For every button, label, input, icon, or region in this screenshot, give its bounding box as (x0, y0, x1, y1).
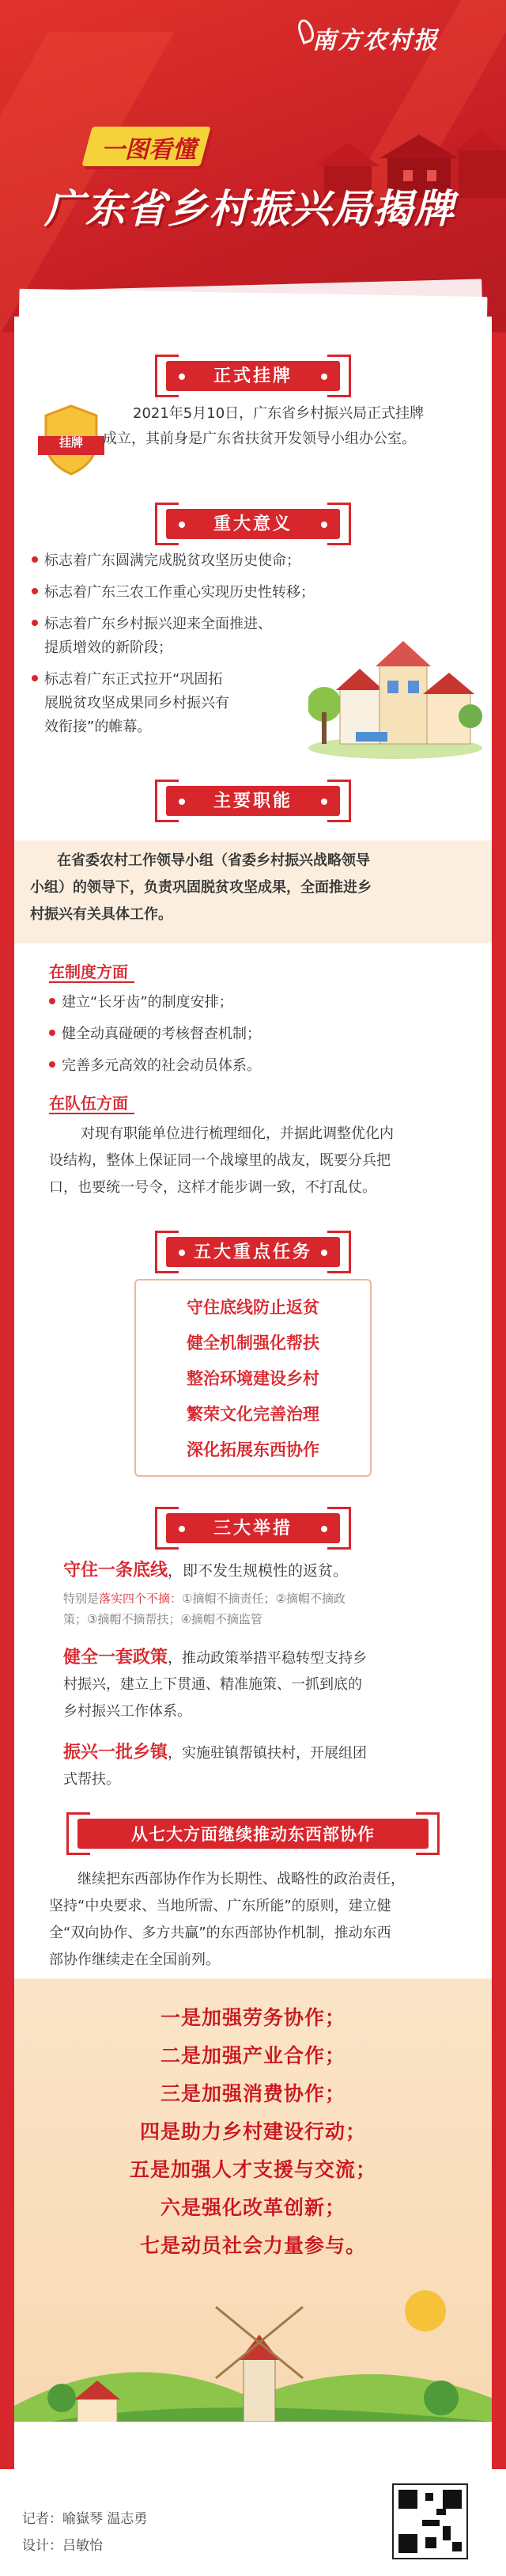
list-item: 标志着广东乡村振兴迎来全面推进、 (32, 613, 272, 635)
section-heading-measures: 三大举措 (166, 1507, 340, 1548)
cooperation-intro-line: 部协作继续走在全国前列。 (49, 1952, 220, 1968)
village-illustration-icon (308, 617, 482, 760)
measure-3-line: 式帮扶。 (63, 1771, 120, 1788)
list-item: 标志着广东三农工作重心实现历史性转移； (32, 582, 315, 604)
tag-label: 一图看懂 (101, 136, 196, 164)
task-item: 健全机制强化帮扶 (187, 1334, 319, 1352)
team-text-line: 口，也要统一号令，这样才能步调一致，不打乱仗。 (49, 1179, 376, 1196)
list-item-continued: 效衔接”的帷幕。 (44, 719, 152, 735)
section-heading-official: 正式挂牌 (166, 355, 340, 396)
subsection-underline (49, 1113, 134, 1114)
subsection-title-team: 在队伍方面 (49, 1094, 128, 1113)
cooperation-item: 三是加强消费协作； (160, 2082, 346, 2105)
measure-2: 健全一套政策，推动政策举措平稳转型支持乡 (63, 1648, 368, 1667)
cooperation-item: 五是加强人才支援与交流； (129, 2158, 376, 2181)
task-item: 繁荣文化完善治理 (187, 1405, 319, 1424)
cooperation-item: 一是加强劳务协作； (160, 2006, 346, 2029)
measure-1-note-line: 策；③摘帽不摘帮扶；④摘帽不摘监管 (63, 1612, 262, 1626)
section1-text-line: 成立，其前身是广东省扶贫开发领导小组办公室。 (103, 431, 416, 447)
list-item: 标志着广东圆满完成脱贫攻坚历史使命； (32, 550, 300, 572)
task-item: 守住底线防止返贫 (187, 1298, 319, 1317)
functions-intro-line: 在省委农村工作领导小组（省委乡村振兴战略领导 (57, 852, 370, 869)
qr-code-icon (392, 2483, 468, 2559)
reporter-credit: 记者：喻嶽琴 温志勇 (22, 2511, 148, 2527)
section-heading-significance: 重大意义 (166, 503, 340, 544)
task-item: 整治环境建设乡村 (187, 1369, 319, 1388)
subsection-title-system: 在制度方面 (49, 962, 128, 981)
functions-intro-line: 村振兴有关具体工作。 (30, 906, 172, 923)
team-text-line: 对现有职能单位进行梳理细化，并据此调整优化内 (81, 1125, 394, 1142)
measure-1: 守住一条底线，即不发生规模性的返贫。 (63, 1561, 349, 1580)
functions-intro-line: 小组）的领导下，负责巩固脱贫攻坚成果，全面推进乡 (30, 879, 372, 896)
cooperation-item: 四是助力乡村建设行动； (139, 2120, 366, 2143)
measure-2-line: 乡村振兴工作体系。 (63, 1703, 191, 1720)
task-item: 深化拓展东西协作 (187, 1440, 319, 1459)
designer-credit: 设计：吕敏怡 (22, 2538, 103, 2554)
section-heading-cooperation: 从七大方面继续推动东西部协作 (77, 1812, 429, 1853)
list-item: 建立“长牙齿”的制度安排； (49, 992, 233, 1014)
brand-logo: 南方农村报 (312, 27, 439, 55)
section-heading-tasks: 五大重点任务 (166, 1231, 340, 1272)
list-item: 完善多元高效的社会动员体系。 (49, 1055, 261, 1077)
subsection-underline (49, 981, 134, 983)
countryside-windmill-icon (14, 2279, 492, 2422)
list-item: 标志着广东正式拉开“巩固拓 (32, 669, 222, 691)
team-text-line: 设结构，整体上保证同一个战壕里的战友，既要分兵把 (49, 1152, 391, 1169)
cooperation-intro-line: 继续把东西部协作作为长期性、战略性的政治责任， (77, 1871, 405, 1887)
cooperation-list-area (14, 1978, 492, 2422)
list-item: 健全动真碰硬的考核督查机制； (49, 1023, 261, 1045)
badge-label: 挂牌 (59, 435, 83, 450)
cooperation-intro-line: 全“双向协作、多方共赢”的东西部协作机制，推动东西 (49, 1925, 391, 1941)
section1-text-line: 2021年5月10日，广东省乡村振兴局正式挂牌 (133, 405, 425, 422)
header-banner (0, 0, 506, 332)
measure-1-note: 特别是落实四个不摘：①摘帽不摘责任；②摘帽不摘政 (63, 1592, 346, 1606)
cooperation-item: 六是强化改革创新； (160, 2196, 346, 2219)
cooperation-item: 七是动员社会力量参与。 (139, 2234, 366, 2257)
cooperation-item: 二是加强产业合作； (160, 2044, 346, 2067)
section-heading-functions: 主要职能 (166, 780, 340, 821)
cooperation-intro-line: 坚持“中央要求、当地所需、广东所能”的原则，建立健 (49, 1898, 391, 1914)
measure-3: 振兴一批乡镇，实施驻镇帮镇扶村，开展组团 (63, 1743, 368, 1762)
page-title: 广东省乡村振兴局揭牌 (44, 186, 455, 232)
measure-2-line: 村振兴，建立上下贯通、精准施策、一抓到底的 (63, 1676, 362, 1693)
list-item-continued: 展脱贫攻坚成果同乡村振兴有 (44, 695, 229, 711)
list-item-continued: 提质增效的新阶段； (44, 639, 172, 656)
